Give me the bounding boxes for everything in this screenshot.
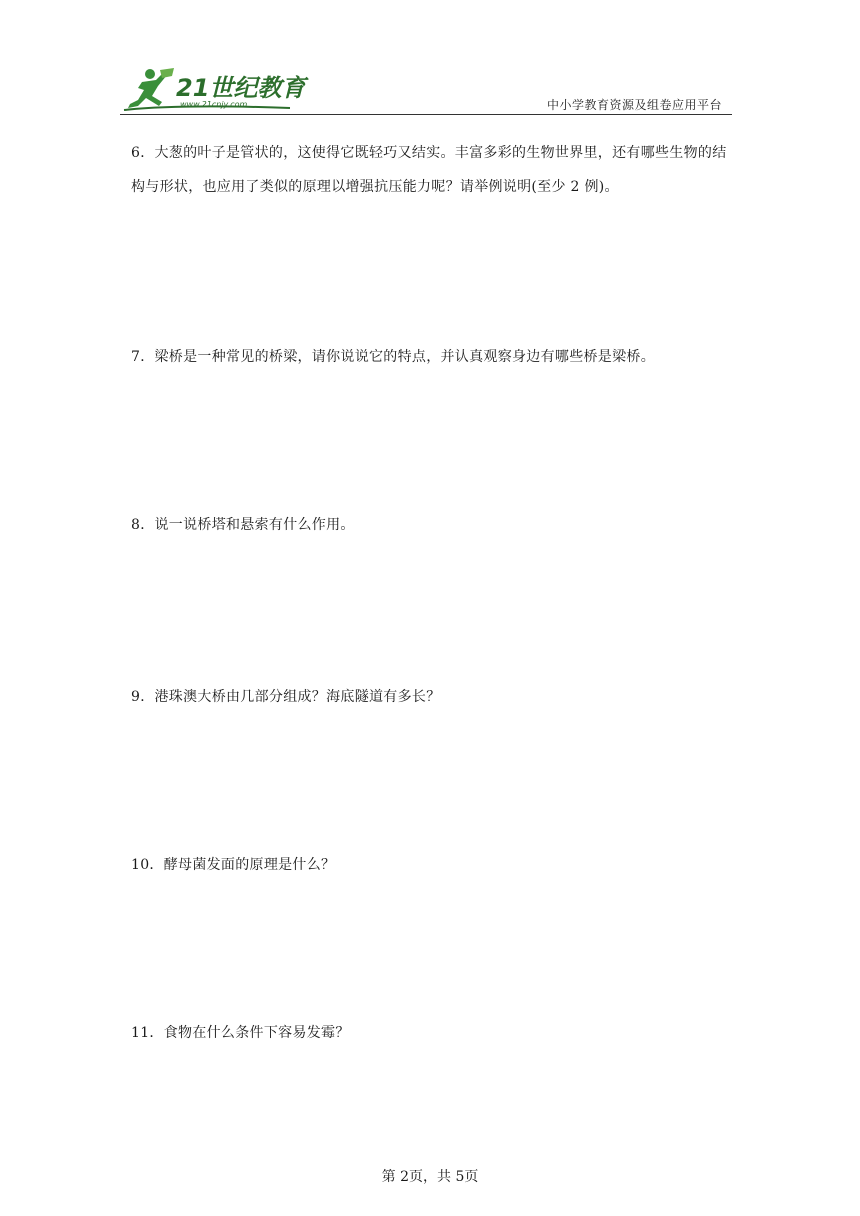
question-10: 10．酵母菌发面的原理是什么？ bbox=[131, 857, 336, 873]
header-divider bbox=[120, 114, 732, 115]
question-7: 7．梁桥是一种常见的桥梁，请你说说它的特点，并认真观察身边有哪些桥是梁桥。 bbox=[131, 349, 656, 365]
page-header bbox=[120, 64, 732, 118]
logo-text: 21世纪教育 bbox=[176, 74, 306, 102]
question-6: 6．大葱的叶子是管状的，这使得它既轻巧又结实。丰富多彩的生物世界里，还有哪些生物的结构与形状，也应用了类似的原理以增强抗压能力呢？请举例说明(至少 2 例)。 bbox=[131, 145, 727, 195]
logo-url-text: www.21cnjy.com bbox=[180, 100, 248, 109]
question-11: 11．食物在什么条件下容易发霉？ bbox=[131, 1025, 350, 1041]
logo bbox=[120, 64, 310, 116]
question-8: 8．说一说桥塔和悬索有什么作用。 bbox=[131, 517, 355, 533]
page-number: 第 2页，共 5页 bbox=[381, 1169, 479, 1185]
platform-label: 中小学教育资源及组卷应用平台 bbox=[546, 98, 722, 112]
question-9: 9．港珠澳大桥由几部分组成？海底隧道有多长？ bbox=[131, 689, 441, 705]
